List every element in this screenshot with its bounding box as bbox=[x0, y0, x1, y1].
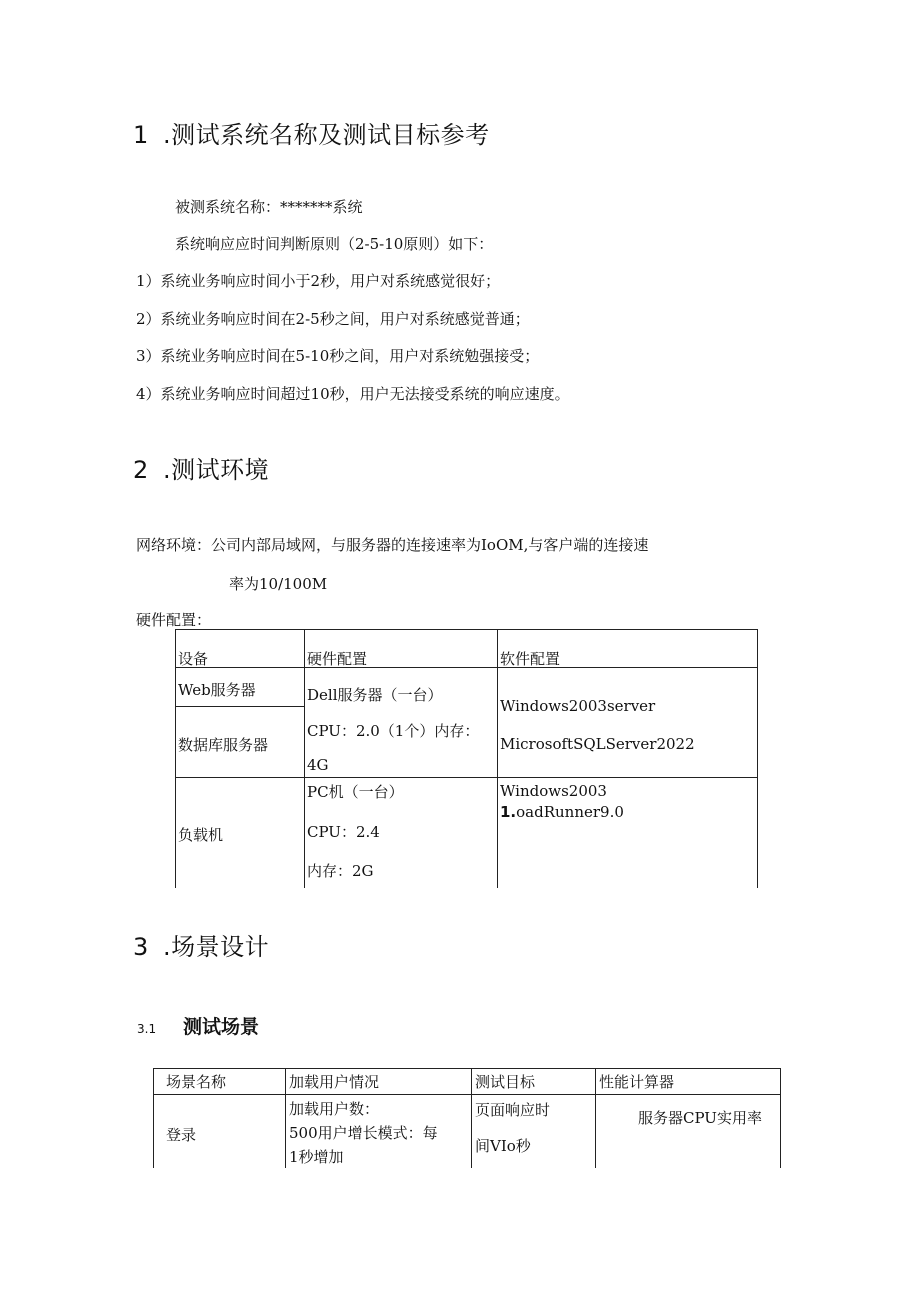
section3-title: .场景设计 bbox=[163, 933, 270, 961]
load-growth-mode: 500用户增长模式：每 bbox=[289, 1124, 438, 1142]
section1-title: .测试系统名称及测试目标参考 bbox=[163, 121, 490, 149]
server-hw-cpu: CPU：2.0（1个）内存： bbox=[307, 722, 480, 740]
criteria-item-3: 3）系统业务响应时间在5-10秒之间，用户对系统勉强接受； bbox=[136, 347, 540, 365]
server-hw-model: Dell服务器（一台） bbox=[307, 686, 443, 704]
section2-number: 2 bbox=[133, 456, 149, 484]
network-line-1: 网络环境：公司内部局域网，与服务器的连接速率为IoOM,与客户端的连接速 bbox=[136, 536, 649, 554]
load-users-count: 加载用户数： bbox=[289, 1100, 380, 1118]
section2-heading bbox=[133, 450, 269, 485]
criteria-item-1: 1）系统业务响应时间小于2秒，用户对系统感觉很好； bbox=[136, 272, 501, 290]
scenario-login: 登录 bbox=[166, 1126, 197, 1144]
header-perf-counter: 性能计算器 bbox=[599, 1073, 675, 1091]
network-line-2: 率为10/100M bbox=[229, 575, 328, 593]
load-hw-memory: 内存：2G bbox=[307, 862, 374, 880]
section1-heading bbox=[133, 115, 490, 150]
header-hardware: 硬件配置 bbox=[307, 650, 368, 668]
subsection-title: 测试场景 bbox=[183, 1016, 260, 1038]
server-sw-db: MicrosoftSQLServer2022 bbox=[500, 735, 695, 753]
load-hw-model: PC机（一台） bbox=[307, 783, 404, 801]
load-increment: 1秒增加 bbox=[289, 1148, 344, 1166]
load-hw-cpu: CPU：2.4 bbox=[307, 823, 380, 841]
system-name-line: 被测系统名称：*******系统 bbox=[175, 198, 363, 216]
device-db-server: 数据库服务器 bbox=[178, 736, 269, 754]
subsection-number: 3.1 bbox=[137, 1022, 157, 1036]
section2-title: .测试环境 bbox=[163, 456, 270, 484]
device-web-server: Web服务器 bbox=[178, 681, 256, 699]
criteria-item-4: 4）系统业务响应时间超过10秒，用户无法接受系统的响应速度。 bbox=[136, 385, 570, 403]
subsection-heading bbox=[137, 1012, 259, 1039]
load-sw-os: Windows2003 bbox=[500, 782, 607, 800]
target-line-1: 页面响应时 bbox=[475, 1101, 551, 1119]
section1-number: 1 bbox=[133, 121, 149, 149]
header-device: 设备 bbox=[178, 650, 209, 668]
server-sw-os: Windows2003server bbox=[500, 697, 656, 715]
perf-counter-cpu: 服务器CPU实用率 bbox=[638, 1109, 762, 1127]
header-scenario-name: 场景名称 bbox=[166, 1073, 227, 1091]
header-load-users: 加载用户情况 bbox=[289, 1073, 380, 1091]
header-test-target: 测试目标 bbox=[475, 1073, 536, 1091]
section3-number: 3 bbox=[133, 933, 149, 961]
hardware-label: 硬件配置： bbox=[136, 611, 212, 629]
load-sw-tool: 1.oadRunner9.0 bbox=[500, 803, 624, 821]
target-line-2: 间VIo秒 bbox=[475, 1137, 531, 1155]
criteria-item-2: 2）系统业务响应时间在2-5秒之间，用户对系统感觉普通； bbox=[136, 310, 530, 328]
server-hw-memory: 4G bbox=[307, 756, 329, 774]
principle-line: 系统响应应时间判断原则（2-5-10原则）如下： bbox=[175, 235, 494, 253]
header-software: 软件配置 bbox=[500, 650, 561, 668]
section3-heading bbox=[133, 927, 269, 962]
device-load-machine: 负载机 bbox=[178, 826, 224, 844]
